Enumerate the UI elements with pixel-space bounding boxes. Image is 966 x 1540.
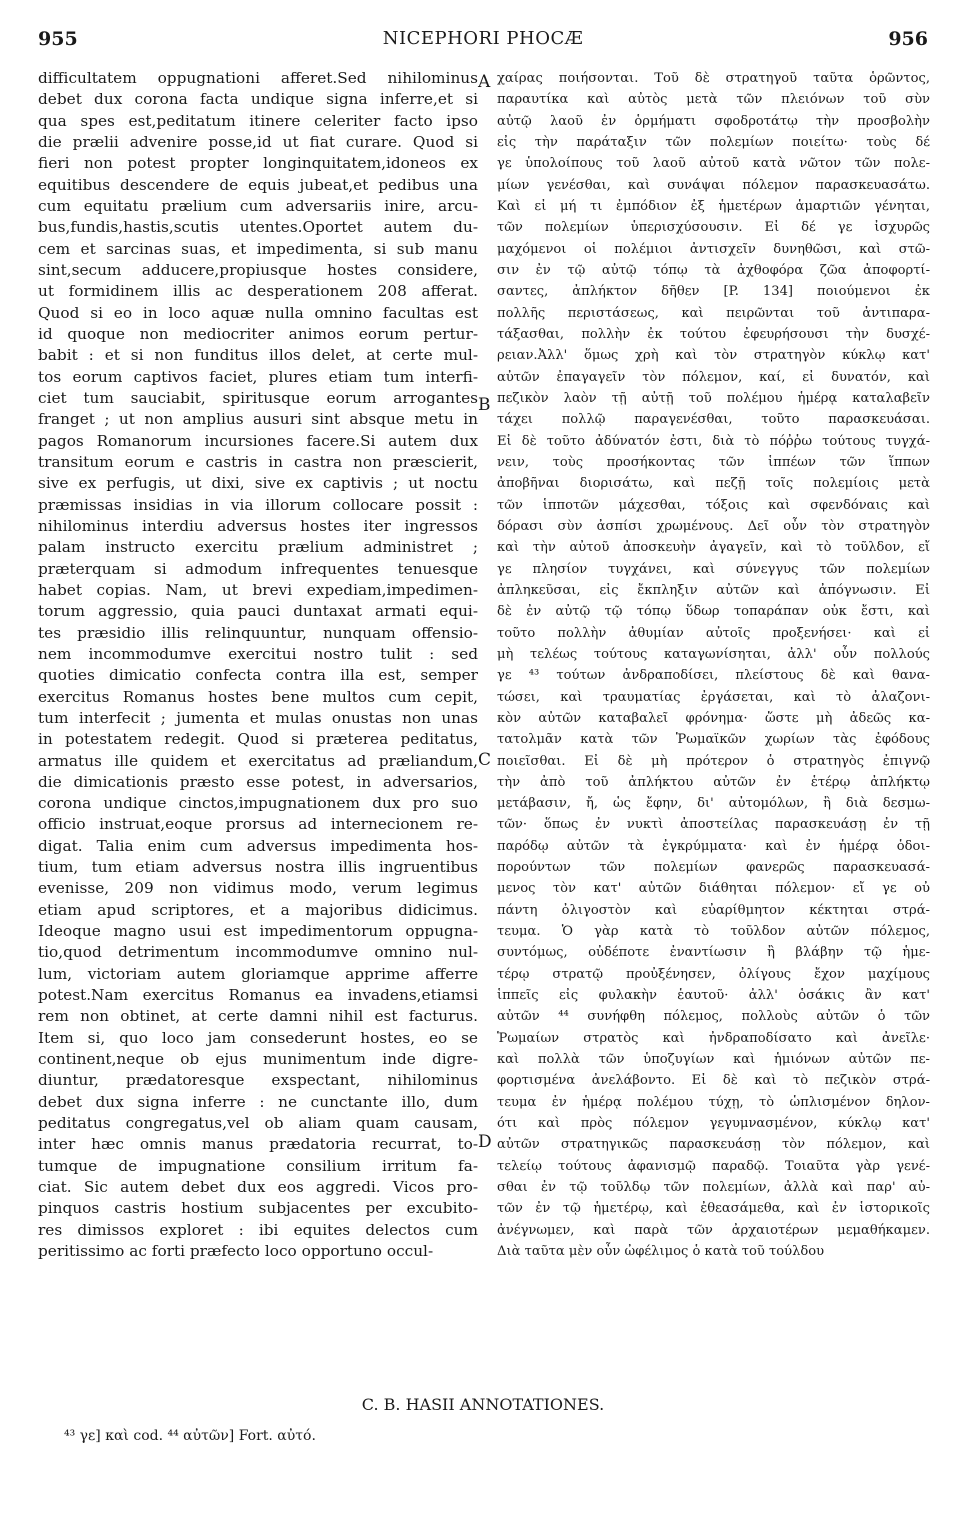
latin-text-line: debet dux corona facta undique signa inferre,et si — [38, 90, 478, 109]
greek-text-line: Ῥωμαίων στρατὸς καὶ ἠνδραποδίσατο καὶ ἀνεῖλε· — [497, 1030, 930, 1046]
greek-text-line: μὴ τελέως τούτους καταγωνίσηται, ἀλλ' οὖν πολλούς — [497, 646, 930, 662]
latin-text-line: tos eorum captivos faciet, plures etiam tum interfi- — [38, 367, 478, 386]
annotations-title: C. B. HASII ANNOTATIONES. — [361, 1395, 605, 1414]
greek-text-line: γε ⁴³ τούτων ἀνδραποδίσει, πλείστους δὲ καὶ θανα- — [497, 668, 930, 684]
latin-text-line: Quod si eo in loco aquæ nulla omnino facultas est — [38, 303, 478, 322]
margin-marker-c: C — [478, 750, 492, 770]
latin-text-line: peditatus congregatus,vel ob aliam quam causam, — [38, 1114, 478, 1133]
greek-text-line: τοῦτο πολλὴν ἀθυμίαν αὐτοῖς προξενήσει· καὶ εἰ — [497, 625, 930, 641]
greek-text-line: τευμα. Ὁ γὰρ κατὰ τὸ τοῦλδον αὐτῶν πόλεμος, — [497, 924, 930, 940]
greek-text-line: παρόδῳ αὐτῶν τὰ ἐγκρύμματα· καὶ ἐν ἡμέρᾳ ὁδοι- — [497, 838, 930, 854]
latin-text-line: in potestatem redegit. Quod si præterea peditatus, — [38, 730, 478, 749]
greek-text-line: αὐτῶν στρατηγικῶς παρασκευάσῃ τὸν πόλεμον, καὶ — [497, 1137, 930, 1153]
margin-marker-d: D — [478, 1132, 492, 1152]
greek-text-line: γε πλησίον τυγχάνει, καὶ σύνεγγυς τῶν πολεμίων — [497, 561, 930, 577]
latin-text-line: continent,neque ob ejus munimentum inde digre- — [38, 1050, 478, 1069]
greek-text-line: φορτισμένα ἀνελάβοντο. Εἰ δὲ καὶ τὸ πεζικὸν στρά- — [497, 1073, 930, 1089]
latin-text-line: pagos Romanorum incursiones facere.Si autem dux — [38, 431, 478, 450]
margin-marker-b: B — [478, 395, 491, 415]
greek-text-line: τῶν πολεμίων ὑπερισχύσουσιν. Εἰ δέ γε ἰσχυρῶς — [497, 220, 930, 236]
latin-text-line: officio instruat,eoque prorsus ad internecionem re- — [38, 815, 478, 834]
latin-text-line: res dimissos exploret : ibi equites delectos cum — [38, 1220, 478, 1239]
latin-text-line: babit : et si non funditus illos delet, at certe mul- — [38, 346, 478, 365]
greek-text-line: ότι καὶ πρὸς πόλεμον γεγυμνασμένον, κύκλῳ κατ' — [497, 1116, 930, 1132]
latin-text-line: palam instructo exercitu prælium administret ; — [38, 538, 478, 557]
latin-text-line: tumque de impugnatione consilium irritum fa- — [38, 1156, 478, 1175]
greek-text-line: Διὰ ταῦτα μὲν οὖν ὠφέλιμος ὁ κατὰ τοῦ τούλδου — [497, 1244, 825, 1260]
latin-text-line: die dimicationis præsto esse potest, in adversarios, — [38, 772, 478, 791]
greek-text-line: τῶν· ὅπως ἐν νυκτὶ ἀποστείλας παρασκευάσῃ ἐν τῇ — [497, 817, 930, 833]
latin-text-line: Ideoque magno usui est impedimentorum oppugna- — [38, 922, 478, 941]
latin-text-line: Item si, quo loco jam consederunt hostes, eo se — [38, 1028, 478, 1047]
greek-text-line: ἀνέγνωμεν, καὶ παρὰ τῶν ἀρχαιοτέρων μεμαθήκαμεν. — [497, 1222, 930, 1238]
page-header — [38, 28, 928, 58]
latin-text-line: quoties dimicatio confecta contra illa est, semper — [38, 666, 478, 685]
greek-text-line: πολλῆς περιστάσεως, καὶ πειρῶνται τοῦ ἀντιπαρα- — [497, 305, 930, 321]
latin-text-line: sint,secum adducere,propiusque hostes considere, — [38, 260, 478, 279]
greek-text-line: σαντες, ἀπλήκτον δῆθεν [P. 134] ποιούμενοι ἐκ — [497, 284, 930, 300]
greek-text-line: ἀποβῆναι διορισάτω, καὶ πεζῇ τοῖς πολεμίοις μετὰ — [497, 476, 930, 492]
latin-text-line: tio,quod detrimentum incommodumve omnino nul- — [38, 943, 478, 962]
latin-text-line: præmissas insidias in via illorum collocare possit : — [38, 495, 478, 514]
latin-text-line: sive ex perfugis, ut dixi, sive ex captivis ; ut noctu — [38, 474, 478, 493]
greek-text-line: τελείῳ τούτους ἀφανισμῷ παραδῷ. Τοιαῦτα γὰρ γενέ- — [497, 1158, 930, 1174]
greek-text-line: ρειαν.Ἀλλ' ὅμως χρὴ καὶ τὸν στρατηγὸν κύκλῳ κατ' — [497, 348, 930, 364]
greek-text-line: τὴν ἀπὸ τοῦ ἀπλήκτου αὐτῶν ἐν ἑτέρῳ ἀπλήκτῳ — [497, 774, 930, 790]
latin-text-line: corona undique cinctos,impugnationem dux pro suo — [38, 794, 478, 813]
greek-text-line: σθαι ἐν τῷ τοῦλδῳ τῶν πολεμίων, ἀλλὰ καὶ παρ' αὐ- — [497, 1180, 930, 1196]
latin-text-line: ciet tum sauciabit, spiritusque eorum arrogantes — [38, 388, 478, 407]
latin-text-line: peritissimo ac forti præfecto loco opportuno occul- — [38, 1242, 434, 1261]
latin-text-line: habet copias. Nam, ut brevi expediam,impedimen- — [38, 580, 478, 599]
greek-text-line: καὶ τὴν αὐτοῦ ἀποσκευὴν ἀγαγεῖν, καὶ τὸ τοῦλδον, εἴ — [497, 540, 930, 556]
latin-text-line: qua spes est,peditatum itinere celeriter facto ipso — [38, 111, 478, 130]
greek-text-line: δὲ ἐν αὐτῷ τῷ τόπῳ ὕδωρ τοπαράπαν οὐκ ἔστι, καὶ — [497, 604, 930, 620]
greek-text-line: τάχει πολλῷ παραγενέσθαι, τοῦτο παρασκευάσαι. — [497, 412, 930, 428]
latin-text-line: etiam apud scriptores, et a majoribus didicimus. — [38, 900, 478, 919]
footnote: ⁴³ γε] καὶ cod. ⁴⁴ αὐτῶν] Fort. αὐτό. — [64, 1428, 316, 1444]
latin-text-line: armatus ille quidem et exercitatus ad præliandum, — [38, 751, 478, 770]
latin-text-line: potest.Nam exercitus Romanus ea invadens,etiamsi — [38, 986, 478, 1005]
greek-text-line: μίων γενέσθαι, καὶ συνάψαι πόλεμον παρασκευασάτω. — [497, 177, 930, 193]
greek-text-line: γε ὑπολοίπους τοῦ λαοῦ αὐτοῦ κατὰ νῶτον τῶν πολε- — [497, 156, 930, 172]
greek-text-line: αὐτῶν ἐπαγαγεῖν τὸν πόλεμον, καί, εἰ δυνατόν, καὶ — [497, 369, 930, 385]
greek-text-line: χαίρας ποιήσονται. Τοῦ δὲ στρατηγοῦ ταῦτα ὁρῶντος, — [497, 71, 930, 86]
greek-text-line: εἰς τὴν παράταξιν τῶν πολεμίων ποιείτω· τοὺς δέ — [497, 134, 930, 150]
latin-text-line: id quoque non mediocriter animos eorum pertur- — [38, 324, 478, 343]
latin-text-line: torum aggressio, quia pauci duntaxat armati equi- — [38, 602, 478, 621]
latin-text-line: exercitus Romanus hostes bene multos cum cepit, — [38, 687, 478, 706]
greek-text-line: τατολμᾶν κατὰ τῶν Ῥωμαϊκῶν χωρίων τὰς ἐφόδους — [497, 732, 930, 748]
greek-text-line: αὐτῷ λαοῦ ἐν ὁρμήματι σφοδροτάτῳ τὴν προσβολὴν — [497, 113, 930, 129]
greek-text-line: τῶν ἐν τῷ ἡμετέρῳ, καὶ ἐθεασάμεθα, καὶ ἐν ἱστορικοῖς — [497, 1201, 930, 1217]
latin-text-line: nihilominus interdiu adversus hostes iter ingressos — [38, 516, 478, 535]
latin-text-line: tes præsidio illis relinquuntur, nunquam offensio- — [38, 623, 478, 642]
greek-text-line: πάντη ὀλιγοστὸν καὶ εὐαρίθμητον κέκτηται στρά- — [497, 902, 930, 918]
greek-text-line: νειν, τοὺς προσήκοντας τῶν ἱππέων τῶν ἵππων — [497, 454, 930, 470]
running-title: NICEPHORI PHOCÆ — [382, 28, 584, 49]
greek-text-line: κὸν αὐτῶν καταβαλεῖ φρόνημα· ὥστε μὴ ἀδεῶς κα- — [497, 710, 930, 726]
latin-text-line: bus,fundis,hastis,scutis utentes.Oportet autem du- — [38, 218, 478, 237]
latin-text-line: cem et sarcinas suas, et impedimenta, si sub manu — [38, 239, 478, 258]
page-number-right: 956 — [888, 28, 928, 50]
greek-text-line: Καὶ εἰ μή τι ἐμπόδιον ἐξ ἡμετέρων ἁμαρτιῶν γένηται, — [497, 198, 930, 214]
latin-text-line: franget ; ut non amplius ausuri sint absque metu in — [38, 410, 478, 429]
greek-text-line: πεζικὸν λαὸν τῇ αὐτῇ τοῦ πολέμου ἡμέρᾳ καταλαβεῖν — [497, 390, 930, 406]
latin-text-line: præterquam si admodum infrequentes tenuesque — [38, 559, 478, 578]
greek-text-line: ἀπληκεῦσαι, εἰς ἔκπληξιν αὐτῶν καὶ ἀπόγνωσιν. Εἰ — [497, 582, 930, 598]
latin-text-line: digat. Talia enim cum adversus impedimenta hos- — [38, 836, 478, 855]
latin-text-line: tium, tum etiam adversus nostra illis ingruentibus — [38, 858, 478, 877]
latin-text-line: equitibus descendere de equis jubeat,et pedibus una — [38, 175, 478, 194]
greek-text-line: συντόμως, οὐδέποτε ἐναντίωσιν ἢ βλάβην τῷ ἡμε- — [497, 945, 930, 961]
greek-text-line: αὐτῶν ⁴⁴ συνήφθη πόλεμος, πολλοὺς αὐτῶν ὁ τῶν — [497, 1009, 930, 1025]
latin-text-line: fieri non potest propter longinquitatem,idoneos ex — [38, 154, 478, 173]
latin-text-line: evenisse, 209 non vidimus modo, verum legimus — [38, 879, 478, 898]
greek-text-line: τέρῳ στρατῷ προὐξένησεν, ὀλίγους ἔχον μαχίμους — [497, 966, 930, 982]
greek-text-line: ἱππεῖς εἰς φυλακὴν ἑαυτοῦ· ἀλλ' ὁσάκις ἂν κατ' — [497, 988, 930, 1004]
latin-text-line: inter hæc omnis manus prædatoria recurrat, to- — [38, 1135, 478, 1154]
greek-text-line: πορούντων τῶν πολεμίων φανερῶς παρασκευασά- — [497, 860, 930, 876]
latin-text-line: pinquos castris hostium subjacentes per excubito- — [38, 1199, 478, 1218]
greek-text-line: τάξασθαι, πολλὴν ἐκ τούτου ἐφευρήσουσι τὴν δυσχέ- — [497, 326, 930, 342]
latin-text-line: rem non obtinet, at certe damni nihil est facturus. — [38, 1007, 478, 1026]
latin-text-line: cum equitatu prælium cum adversariis inire, arcu- — [38, 196, 478, 215]
greek-text-line: σιν ἐν τῷ αὐτῷ τόπῳ τὰ ἀχθοφόρα ζῶα ἀποφορτί- — [497, 262, 930, 278]
greek-text-line: μενος τὸν κατ' αὐτῶν διάθηται πόλεμον· εἴ γε οὐ — [497, 881, 930, 897]
latin-text-line: tum interfecit ; jumenta et mulas onustas non unas — [38, 708, 478, 727]
greek-text-line: παραυτίκα καὶ αὐτὸς μετὰ τῶν πλειόνων τοῦ σὺν — [497, 92, 930, 108]
latin-text-line: debet dux signa inferre : ne cunctante illo, dum — [38, 1092, 478, 1111]
latin-text-line: nem incommodumve exercitui nostro tulit : sed — [38, 644, 478, 663]
greek-column — [497, 68, 930, 1262]
greek-text-line: καὶ πολλὰ τῶν ὑποζυγίων καὶ ἡμιόνων αὐτῶν πε- — [497, 1052, 930, 1068]
latin-text-line: lum, victoriam autem gloriamque apprime afferre — [38, 964, 478, 983]
greek-text-line: δόρασι σὺν ἀσπίσι χρωμένους. Δεῖ οὖν τὸν στρατηγὸν — [497, 518, 930, 534]
greek-text-line: τευμα ἐν ἡμέρᾳ πολέμου τύχῃ, τὸ ὡπλισμένον δηλον- — [497, 1094, 930, 1110]
greek-text-line: Εἰ δὲ τοῦτο ἀδύνατόν ἐστι, διὰ τὸ πόῤῥω τούτους τυγχά- — [497, 433, 930, 449]
margin-marker-a: A — [478, 72, 491, 92]
latin-text-line: ciat. Sic autem debet dux eos aggredi. Vicos pro- — [38, 1178, 478, 1197]
latin-text-line: difficultatem oppugnationi afferet.Sed nihilominus — [38, 69, 478, 87]
greek-text-line: τώσει, καὶ τραυματίας ἐργάσεται, καὶ τὸ ἀλαζονι- — [497, 689, 930, 705]
latin-text-line: ut formidinem illis ac desperationem 208 afferat. — [38, 282, 478, 301]
greek-text-line: ποιεῖσθαι. Εἰ δὲ μὴ πρότερον ὁ στρατηγὸς ἐπιγνῷ — [497, 753, 930, 769]
latin-text-line: diuntur, prædatoresque exspectant, nihilominus — [38, 1071, 478, 1090]
greek-text-line: μαχόμενοι οἱ πολέμιοι ἀντισχεῖν δυνηθῶσι, καὶ στῶ- — [497, 241, 930, 257]
latin-text-line: transitum eorum e castris in castra non præscierit, — [38, 452, 478, 471]
latin-column — [38, 68, 478, 1262]
latin-text-line: die prælii advenire posse,id ut fiat curare. Quod si — [38, 132, 478, 151]
greek-text-line: τῶν ἱπποτῶν μάχεσθαι, τόξοις καὶ σφενδόναις καὶ — [497, 497, 930, 513]
greek-text-line: μετάβασιν, ἤ, ὡς ἔφην, δι' αὐτομόλων, ἢ διὰ δεσμω- — [497, 796, 930, 812]
page-number-left: 955 — [38, 28, 78, 50]
